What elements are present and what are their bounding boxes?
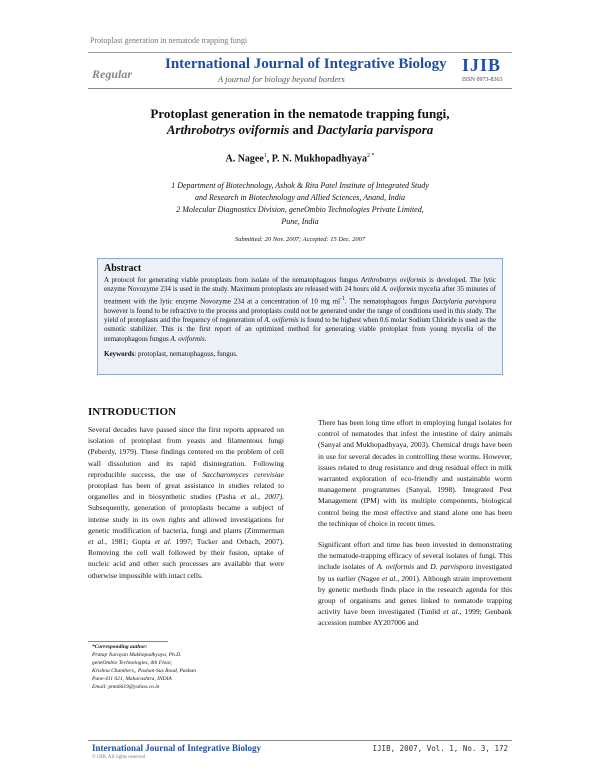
footer-citation: IJIB, 2007, Vol. 1, No. 3, 172 (372, 744, 508, 753)
submission-dates: Submitted: 20 Nov. 2007; Accepted: 15 Dec. 2007 (234, 236, 366, 243)
author-1-affil: 1 (263, 153, 267, 159)
affiliations (88, 180, 512, 228)
header-divider (88, 88, 512, 89)
corresponding-email[interactable]: Email: pnm6619@yahoo.co.in (92, 684, 160, 690)
abstract-box (97, 258, 503, 375)
body-paragraph: There has been long time effort in employing fungal isolates for control of nematodes that infest the intestine of dairy animals (Sanyal and Mukhopadhyaya, 2003). Chemical drugs have been in use for several decades in controlling these worms. However, issues related to drug resistance and drug residual effect in milk warranted exploration of eco-friendly and sustainable worm management programmes (Sanyal, 1998). Integrated Pest Management (IPM) with its multiple components, biological control being the most effective and stand alone one has been the technique of choice in recent times. (318, 418, 512, 528)
affiliation-line: 1 Department of Biotechnology, Ashok & Rita Patel Institute of Integrated Study (171, 181, 429, 190)
keywords (104, 350, 496, 359)
journal-logo (462, 56, 522, 83)
corresponding-line: geneOmbio Technologies, 4th Floor, (92, 660, 172, 666)
author-list (88, 153, 512, 164)
journal-name: International Journal of Integrative Biology (165, 56, 447, 72)
author-1: A. Nagee (225, 153, 264, 165)
title-species-1: Arthrobotrys oviformis (166, 122, 290, 137)
column-right (318, 417, 512, 639)
corresponding-line: Pune-411 021, Maharashtra, INDIA (92, 676, 172, 682)
author-2: P. N. Mukhopadhyaya (271, 153, 368, 165)
footnote-divider (88, 641, 168, 642)
title-line-1: Protoplast generation in the nematode trapping fungi, (150, 106, 450, 121)
keywords-text: : protoplast, nematophagous, fungus. (134, 350, 238, 359)
corresponding-line: Krishna Chambers,, Pashan-Sus Road, Pashan (92, 668, 197, 674)
keywords-label: Keywords (104, 350, 135, 359)
footer-divider (88, 740, 512, 741)
author-2-affil: 2 * (367, 153, 375, 159)
running-head: Protoplast generation in nematode trapping fungi (90, 36, 248, 45)
journal-tagline: A journal for biology beyond borders (218, 74, 345, 84)
body-paragraph: Significant effort and time has been invested in demonstrating the nematode-trapping efficacy of several isolates of fungi. This include isolates of A. oviformis and D. parvispora investigated by us earlier (Nagee et al., 2001). Although strain improvement by genetic methods finds place in the research agenda for this group of organisms and genes linked to nematode trapping activity have been investigated (Tunlid et al., 1999; Genbank accession number AY207006 and (318, 540, 513, 628)
title-and: and (289, 122, 317, 137)
section-heading-introduction: INTRODUCTION (88, 406, 177, 418)
corresponding-author (92, 643, 292, 691)
corresponding-line: Pratap Narayan Mukhopadhyaya, Ph.D. (92, 652, 182, 658)
top-divider (88, 52, 512, 53)
logo-text: IJIB (462, 55, 502, 75)
corresponding-heading: *Corresponding author: (92, 644, 148, 650)
intro-paragraph: Several decades have passed since the first reports appeared on isolation of protoplast from yeasts and filamentous fungi (Peberdy, 1979). These findings centered on the problem of cell wall dissolution and its rapid disintegration. Following reproducible success, the use of Saccharomyces cerevisiae protoplast has been of great assistance in studies related to organelles and in biosynthetic studies (Pasha et al., 2007). Subsequently, generation of protoplasts became a subject of intense study in its own rights and allowed investigations for genetic modification of bacteria, fungi and plants (Zimmerman et al., 1981; Gupta et al. 1997; Tucker and Orbach, 2007). Removing the cell wall followed by their fusion, uptake of nucleic acid and other such processes are available that were otherwise impossible with intact cells. (88, 425, 285, 580)
footer-journal: International Journal of Integrative Biology (92, 743, 261, 753)
issn: ISSN 0973-8363 (462, 77, 503, 83)
affiliation-line: and Research in Biotechnology and Allied Sciences, Anand, India (194, 193, 406, 202)
abstract-text: A protocol for generating viable protoplasts from isolate of the nematophagous fungus Arthrobotrys oviformis is developed. The lytic enzyme Novozyme 234 is used in the study. Maximum protoplasts are released with 24 hours old A. oviformis mycelia after 35 minutes of treatment with the lytic enzyme Novozyme 234 at a concentration of 10 mg $ml^{-1}$. The nematophagous fungus Dactylaria parvispora however is found to be refractive to the process and protoplasts could not be generated under the range of conditions used in this study. The yield of protoplasts and the frequency of regeneration of A. oviformis is found to be highest when 0.6 molar Sodium Chloride is used as the osmotic stabilizer. This is the first report of an optimized method for generating viable protoplast from young mycelia of the nematophagous fungus A. oviformis. (104, 276, 497, 343)
article-title (88, 106, 512, 138)
author-separator: , (266, 153, 272, 165)
column-left (88, 424, 284, 591)
footer-copyright: © IJIB, All rights reserved (92, 755, 146, 760)
affiliation-line: 2 Molecular Diagnostics Division, geneOmbio Technologies Private Limited, (176, 205, 424, 214)
title-species-2: Dactylaria parvispora (316, 122, 434, 137)
title-line-2 (88, 122, 512, 138)
section-label: Regular (92, 67, 133, 81)
abstract-heading: Abstract (104, 263, 142, 274)
affiliation-line: Pune, India (281, 217, 319, 226)
